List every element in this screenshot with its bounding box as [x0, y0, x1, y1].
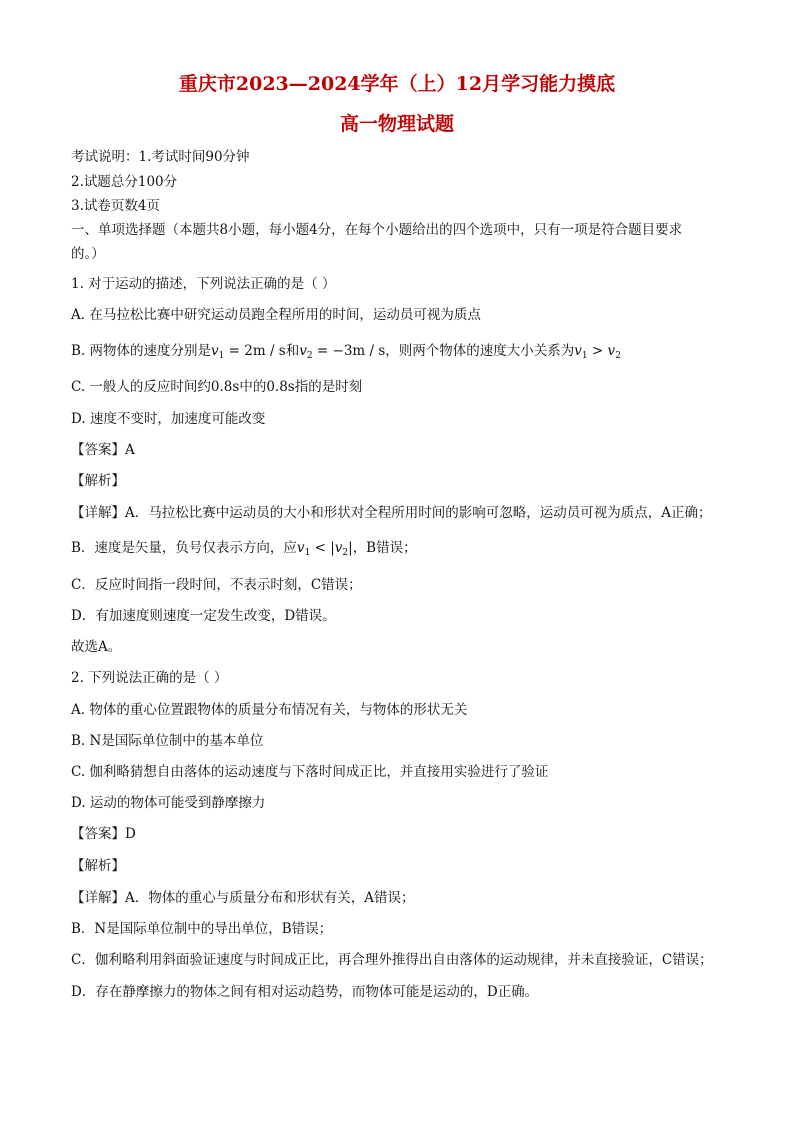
q1-detail-b-relation: $v_1 < |v_2|$	[296, 540, 353, 558]
instruction-line-3: 3.试卷页数4页	[71, 198, 160, 214]
q2-option-c: C. 伽利略猜想自由落体的运动速度与下落时间成正比，并直接用实验进行了验证	[71, 764, 549, 780]
q1-answer-value: A	[125, 442, 135, 458]
q1-detail-a: 【详解】A．马拉松比赛中运动员的大小和形状对全程所用时间的影响可忽略，运动员可视为质点，A正确；	[71, 505, 712, 521]
q2-option-d: D. 运动的物体可能受到静摩擦力	[71, 795, 266, 811]
section-heading-line-1: 一、单项选择题（本题共8小题，每小题4分，在每个小题给出的四个选项中，只有一项是符合题目要求	[71, 222, 683, 238]
q1-detail-c: C．反应时间指一段时间，不表示时刻，C错误；	[71, 577, 362, 593]
q1-option-d: D. 速度不变时，加速度可能改变	[71, 411, 266, 427]
q1-detail-b-suffix: ，B错误；	[352, 540, 417, 556]
q2-detail-b: B．N是国际单位制中的导出单位，B错误；	[71, 921, 333, 937]
q2-analysis-label: 【解析】	[71, 858, 125, 874]
q1-detail-d: D．有加速度则速度一定发生改变，D错误。	[71, 608, 336, 624]
q2-stem: 2. 下列说法正确的是（ ）	[71, 670, 228, 686]
instruction-line-2: 2.试题总分100分	[71, 174, 178, 190]
q2-option-a: A. 物体的重心位置跟物体的质量分布情况有关，与物体的形状无关	[71, 702, 468, 718]
q1-option-b	[71, 341, 726, 366]
q2-answer-value: D	[125, 826, 136, 842]
q1-option-b-prefix: B. 两物体的速度分别是	[71, 343, 212, 359]
q1-option-b-mid: ，则两个物体的速度大小关系为	[385, 343, 575, 359]
instruction-line-1: 考试说明：1.考试时间90分钟	[71, 149, 250, 165]
q2-detail-d: D．存在静摩擦力的物体之间有相对运动趋势，而物体可能是运动的，D正确。	[71, 984, 539, 1000]
q1-option-b-v1: $v_1 = 2m / s$	[211, 343, 286, 361]
q1-option-b-and: 和	[285, 343, 300, 359]
q1-option-b-relation: $v_1 > v_2$	[574, 343, 621, 361]
q2-option-b: B. N是国际单位制中的基本单位	[71, 733, 264, 749]
q1-option-c: C. 一般人的反应时间约0.8s中的0.8s指的是时刻	[71, 379, 363, 395]
q1-answer	[71, 440, 726, 460]
q1-option-b-v2: $v_2 = -3m / s$	[299, 343, 386, 361]
q1-option-a: A. 在马拉松比赛中研究运动员跑全程所用的时间，运动员可视为质点	[71, 307, 481, 323]
q2-detail-a: 【详解】A．物体的重心与质量分布和形状有关，A错误；	[71, 890, 415, 906]
q2-detail-c: C．伽利略利用斜面验证速度与时间成正比，再合理外推得出自由落体的运动规律，并未直接验证，C错误；	[71, 952, 713, 968]
q1-stem: 1. 对于运动的描述，下列说法正确的是（ ）	[71, 276, 336, 292]
q1-conclusion: 故选A。	[71, 639, 122, 655]
section-heading-line-2: 的。）	[71, 246, 105, 262]
q1-analysis-label: 【解析】	[71, 473, 125, 489]
q1-answer-label: 【答案】	[71, 442, 125, 458]
q2-answer	[71, 824, 726, 844]
exam-title: 重庆市2023—2024学年（上）12月学习能力摸底	[178, 73, 616, 95]
q1-detail-b	[71, 538, 726, 563]
q1-detail-b-prefix: B．速度是矢量，负号仅表示方向，应	[71, 540, 297, 556]
exam-subtitle: 高一物理试题	[339, 113, 454, 135]
q2-answer-label: 【答案】	[71, 826, 125, 842]
